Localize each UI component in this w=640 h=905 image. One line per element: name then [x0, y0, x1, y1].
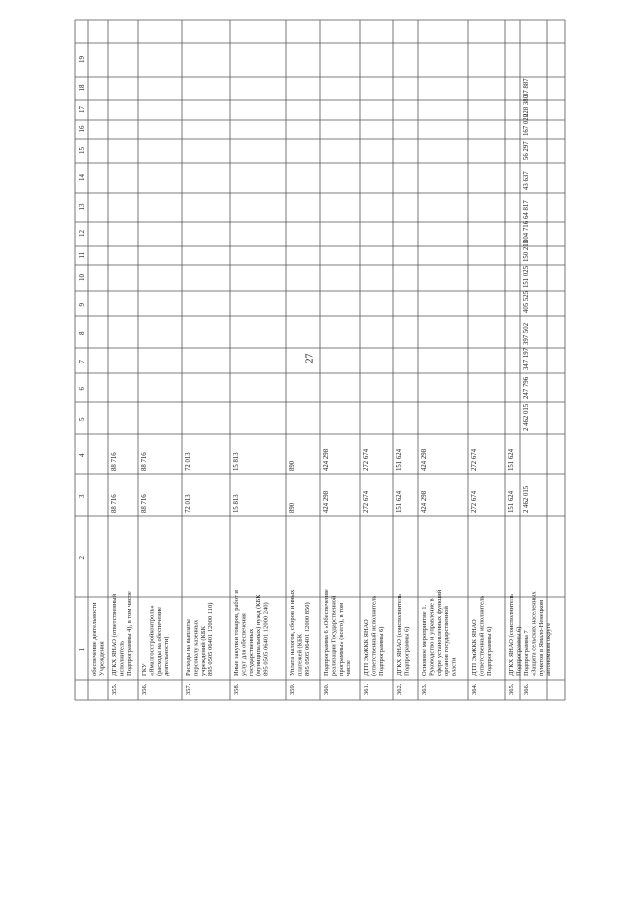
row-description-line: сфере установленных функций [435, 589, 443, 676]
row-number: 360. [323, 683, 330, 695]
row-description-line: Основное мероприятие 1. [421, 604, 428, 676]
column-number: 17 [78, 106, 86, 113]
cell-value: 88 716 [111, 452, 118, 471]
column-number: 4 [78, 453, 86, 457]
column-number: 13 [78, 203, 86, 211]
row-description-line: Подпрограммы 6) [377, 626, 385, 676]
row-number: 363. [421, 683, 428, 695]
row-description-line: (ответственный исполнитель [370, 595, 378, 676]
row-description-line: власти [450, 657, 458, 676]
row-description-line: реализации Государственной [330, 595, 338, 676]
row-number: 357. [185, 683, 192, 695]
row-number: 361. [363, 683, 370, 695]
cell-value: 2 462 015 [523, 403, 530, 431]
column-number: 15 [78, 147, 86, 154]
cell-value: 150 218 [523, 239, 530, 262]
page-number: 27 [304, 353, 316, 364]
cell-value: 104 716 [523, 220, 530, 243]
row-description-line: 895 0505 06401 12000 850) [303, 602, 311, 676]
row-number: 366. [523, 683, 530, 695]
column-number: 2 [78, 556, 86, 560]
row-description-line: Подпрограмма 6 «Обеспечение [323, 589, 330, 676]
column-number: 12 [78, 230, 86, 237]
row-description-line: ДТП ЭиЖКК ЯНАО [363, 619, 370, 676]
cell-value: 151 025 [523, 265, 530, 288]
column-number: 6 [78, 387, 86, 391]
row-description-line: персоналу казенных [192, 619, 200, 676]
cell-value: 890 [289, 460, 296, 471]
row-number: 356. [141, 683, 148, 695]
row-description-line: исполнитель [118, 640, 126, 676]
cell-value: 88 716 [141, 452, 148, 471]
cell-value: 151 624 [508, 448, 515, 471]
row-number: 358. [233, 683, 240, 695]
row-description-line: автономном округе [545, 622, 553, 676]
row-description-line: программы» (всего), в том [337, 602, 345, 676]
cell-value: 272 674 [471, 490, 478, 513]
column-number: 18 [78, 84, 86, 92]
cell-value: 151 624 [396, 448, 403, 471]
row-description-line: ДТП ЭиЖКК ЯНАО [471, 619, 478, 676]
cell-value: 43 637 [523, 171, 530, 190]
cell-value: 272 674 [363, 448, 370, 471]
cell-value: 405 525 [523, 290, 530, 313]
row-description-line: деятельности) [163, 636, 171, 676]
row-description-line: (муниципальных) нужд (КБК [255, 594, 263, 676]
row-number: 365. [508, 683, 515, 695]
row-number: 359. [289, 683, 296, 695]
row-description-line: «Защита сельских населенных [530, 591, 538, 676]
column-number: 7 [78, 360, 86, 364]
cell-value: 272 674 [471, 448, 478, 471]
row-description-line: ДГКХ ЯНАО (соисполнитель [508, 593, 515, 676]
row-description-line: 895 0505 06401 12000 240) [262, 602, 270, 676]
row-description-line: Учреждения [98, 641, 106, 676]
cell-value: 424 298 [323, 490, 330, 513]
cell-value: 424 298 [323, 448, 330, 471]
cell-value: 151 624 [396, 490, 403, 513]
cell-value: 247 796 [523, 376, 530, 399]
column-number: 1 [78, 648, 86, 652]
row-description-line: Расходы на выплаты [185, 619, 192, 676]
column-number: 16 [78, 125, 86, 133]
cell-value: 347 197 [523, 347, 530, 370]
cell-value: 397 502 [523, 322, 530, 345]
row-description-line: государственных [247, 628, 255, 676]
row-description-line: Подпрограммы 6) [515, 626, 523, 676]
row-description-line: (расходы на обеспечение [155, 606, 163, 676]
cell-value: 15 813 [233, 494, 240, 513]
cell-value: 88 716 [111, 494, 118, 513]
row-description-line: ГКУ [141, 663, 148, 676]
cell-value: 15 813 [233, 452, 240, 471]
row-description-line: учреждений (КБК [199, 626, 207, 676]
row-description-line: Подпрограммы 6) [403, 626, 411, 676]
cell-value: 64 817 [523, 200, 530, 219]
row-description-line: органов государственной [443, 606, 451, 676]
row-description-line: Подпрограммы 6) [485, 626, 493, 676]
row-description-line: услуг для обеспечения [240, 613, 248, 676]
column-number: 11 [78, 251, 86, 259]
cell-value: 424 298 [421, 448, 428, 471]
cell-value: 2 462 015 [523, 485, 530, 513]
column-number: 8 [78, 331, 86, 335]
row-description-line: платежей (КБК [296, 633, 304, 676]
row-description-line: Подпрограммы 4), в том числе [125, 591, 133, 676]
cell-value: 72 013 [185, 494, 192, 513]
cell-value: 167 020 [523, 113, 530, 136]
column-number: 19 [78, 56, 86, 63]
row-number: 364. [471, 683, 478, 695]
cell-value: 890 [289, 502, 296, 513]
column-number: 5 [78, 417, 86, 421]
column-number: 9 [78, 303, 86, 307]
column-number: 14 [78, 174, 86, 181]
column-number: 10 [78, 274, 86, 281]
row-description-line: Руководство и управление в [428, 598, 436, 676]
row-description-line: обеспечение деятельности [91, 602, 98, 676]
cell-value: 424 298 [421, 490, 428, 513]
row-description-line: 895 0505 06401 12000 110) [207, 602, 215, 676]
row-description-line: Уплата налогов, сборов и иных [289, 589, 296, 676]
row-description-line: «Ямалгосстройконтроль» [148, 605, 156, 676]
cell-value: 228 380 [523, 94, 530, 117]
cell-value: 151 624 [508, 490, 515, 513]
row-description-line: числе [345, 660, 353, 676]
row-description-line: (ответственный исполнитель [478, 595, 486, 676]
cell-value: 37 887 [523, 78, 530, 97]
row-number: 362. [396, 683, 403, 695]
cell-value: 72 013 [185, 452, 192, 471]
row-number: 355. [111, 683, 118, 695]
row-description-line: Иные закупки товаров, работ и [233, 590, 240, 676]
row-description-line: ДГКХ ЯНАО (соисполнитель [396, 593, 403, 676]
row-description-line: ДГКХ ЯНАО (ответственный [111, 593, 118, 676]
cell-value: 88 716 [141, 494, 148, 513]
row-description-line: Подпрограмма 7 [523, 630, 530, 676]
row-description-line: пунктов в Ямало-Ненецком [537, 599, 545, 676]
cell-value: 272 674 [363, 490, 370, 513]
cell-value: 56 297 [523, 141, 530, 160]
column-number: 3 [78, 494, 86, 498]
